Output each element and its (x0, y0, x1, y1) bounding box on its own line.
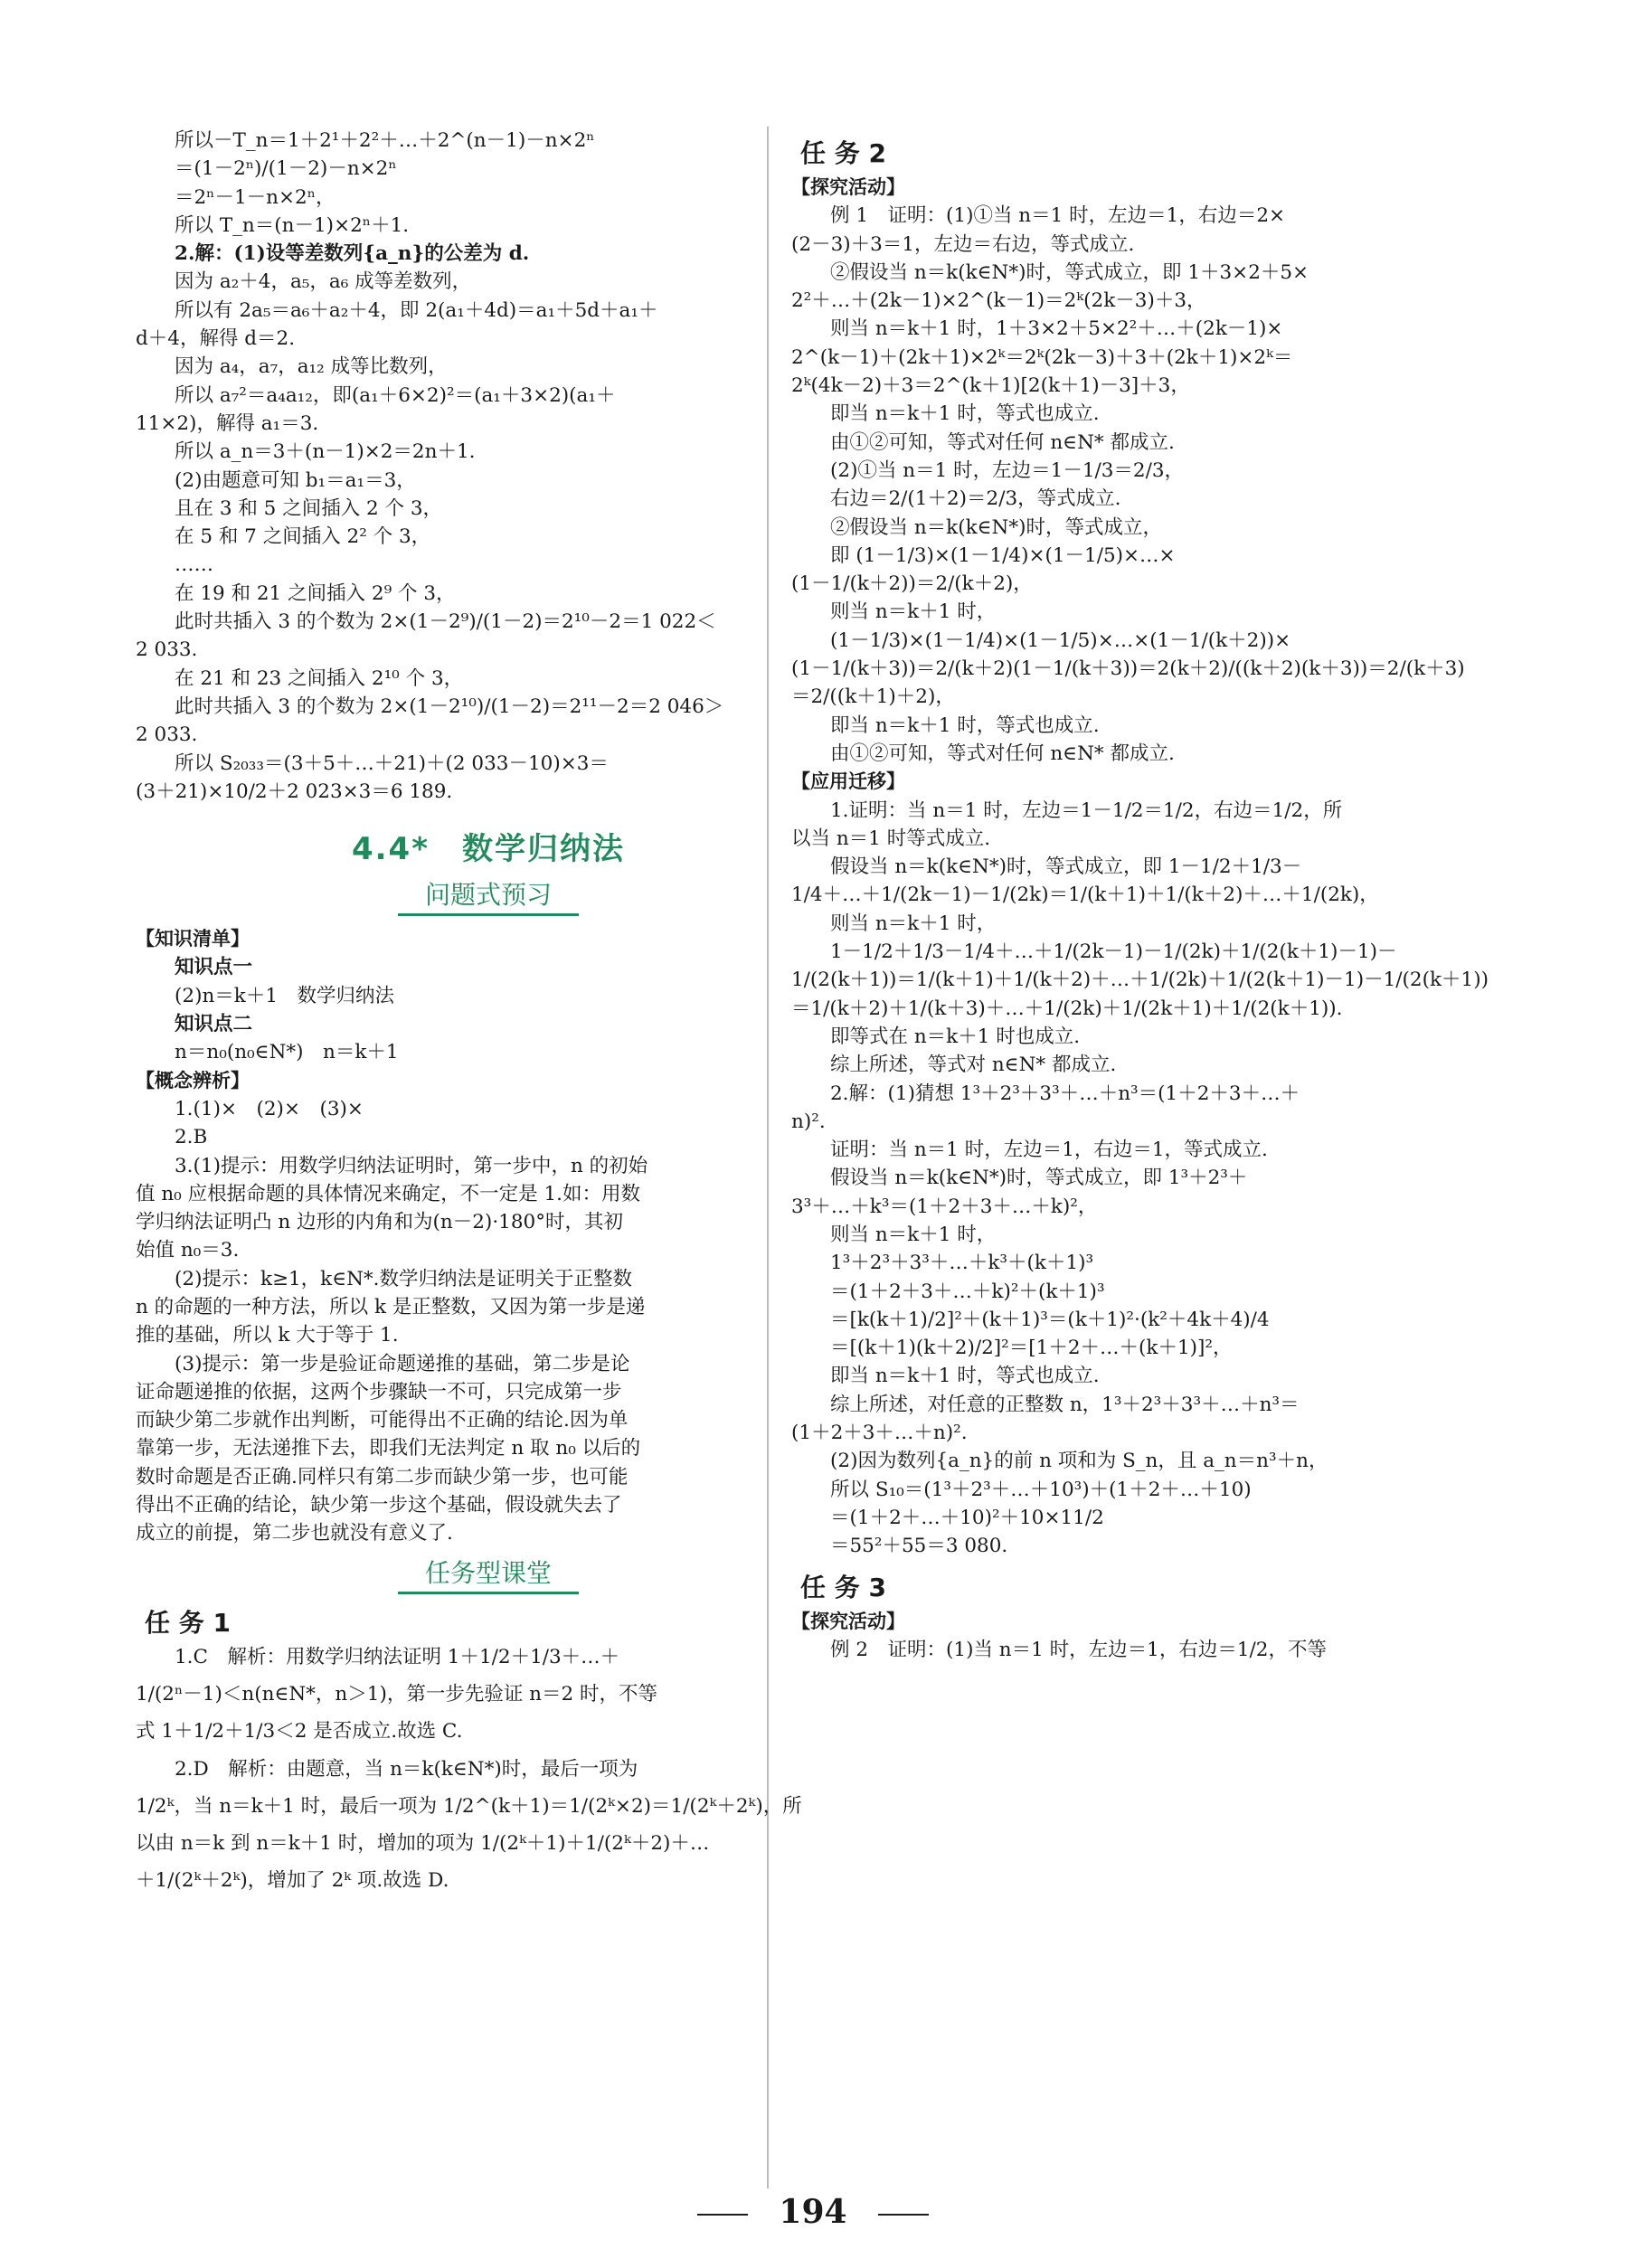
text-line: 即当 n＝k＋1 时，等式也成立. (830, 402, 1100, 426)
text-line: 2ᵏ(4k－2)＋3＝2^(k＋1)[2(k＋1)－3]＋3， (791, 374, 1190, 398)
text-line: 例 2 证明：(1)当 n＝1 时，左边＝1，右边＝1/2，不等 (830, 1638, 1327, 1661)
text-line: ＝(1－2ⁿ)/(1－2)－n×2ⁿ (175, 157, 397, 181)
class-banner: 任务型课堂 (398, 1555, 579, 1594)
text-line: 2²＋…＋(2k－1)×2^(k－1)＝2ᵏ(2k－3)＋3， (791, 289, 1206, 313)
text-line: 2.D 解析：由题意，当 n＝k(k∈N*)时，最后一项为 (175, 1757, 638, 1781)
text-line: 证明：当 n＝1 时，左边＝1，右边＝1，等式成立. (830, 1139, 1268, 1162)
text-line: 1/2ᵏ，当 n＝k＋1 时，最后一项为 1/2^(k＋1)＝1/(2ᵏ×2)＝1/(2ᵏ＋2ᵏ)，所 (136, 1794, 802, 1818)
right-column (791, 127, 1497, 1664)
text-line: 即 (1－1/3)×(1－1/4)×(1－1/5)×…× (830, 543, 1176, 567)
text-line: 2 033. (136, 638, 198, 662)
preview-content (136, 925, 841, 1548)
task-2-title: 任 务 2 (800, 138, 886, 168)
subsection-heading: 【探究活动】 (791, 176, 905, 198)
text-line: 3³＋…＋k³＝(1＋2＋3＋…＋k)²， (791, 1195, 1098, 1218)
text-line: 式 1＋1/2＋1/3＜2 是否成立.故选 C. (136, 1720, 463, 1744)
text-line: (2)n＝k＋1 数学归纳法 (175, 984, 395, 1007)
text-line: 以由 n＝k 到 n＝k＋1 时，增加的项为 1/(2ᵏ＋1)＋1/(2ᵏ＋2)＋… (136, 1832, 710, 1856)
left-column (136, 127, 841, 1895)
text-line: ②假设当 n＝k(k∈N*)时，等式成立，即 1＋3×2＋5× (830, 260, 1309, 284)
task-3-content (791, 1608, 1497, 1665)
text-line: ＝1/(k＋2)＋1/(k＋3)＋…＋1/(2k)＋1/(2k＋1)＋1/(2(k＋1)). (791, 997, 1343, 1020)
text-line: (2)提示：k≥1，k∈N*.数学归纳法是证明关于正整数 (175, 1267, 633, 1290)
text-line: ＝[k(k＋1)/2]²＋(k＋1)³＝(k＋1)²·(k²＋4k＋4)/4 (830, 1308, 1270, 1331)
text-line: n)². (791, 1110, 826, 1133)
task-2-content (791, 174, 1497, 1561)
text-line: 在 21 和 23 之间插入 2¹⁰ 个 3， (175, 666, 464, 690)
text-line: 1－1/2＋1/3－1/4＋…＋1/(2k－1)－1/(2k)＋1/(2(k＋1)－1)－ (830, 940, 1397, 964)
text-line: 推的基础，所以 k 大于等于 1. (136, 1324, 399, 1347)
text-line: 1.证明：当 n＝1 时，左边＝1－1/2＝1/2，右边＝1/2，所 (830, 799, 1343, 822)
text-line: 2^(k－1)＋(2k＋1)×2ᵏ＝2ᵏ(2k－3)＋3＋(2k＋1)×2ᵏ＝ (791, 345, 1293, 369)
text-line: 11×2)，解得 a₁＝3. (136, 411, 319, 435)
text-line: 综上所述，对任意的正整数 n，1³＋2³＋3³＋…＋n³＝ (830, 1393, 1300, 1416)
text-line: 综上所述，等式对 n∈N* 都成立. (830, 1054, 1117, 1077)
text-line: (2)①当 n＝1 时，左边＝1－1/3＝2/3， (830, 458, 1185, 482)
text-line: 即当 n＝k＋1 时，等式也成立. (830, 1365, 1100, 1388)
text-line: 2 033. (136, 723, 198, 747)
text-line: (1＋2＋3＋…＋n)². (791, 1422, 968, 1445)
text-line: 所以有 2a₅＝a₆＋a₂＋4，即 2(a₁＋4d)＝a₁＋5d＋a₁＋ (175, 298, 658, 322)
text-line: (1－1/3)×(1－1/4)×(1－1/5)×…×(1－1/(k＋2))× (830, 628, 1291, 652)
text-line: (2－3)＋3＝1，左边＝右边，等式成立. (791, 232, 1135, 256)
text-line: 2.解：(1)设等差数列{a_n}的公差为 d. (175, 242, 530, 266)
subsection-heading: 【应用迁移】 (791, 770, 905, 793)
subsection-heading: 【知识清单】 (136, 928, 250, 950)
text-line: 则当 n＝k＋1 时， (830, 912, 997, 935)
text-line: 则当 n＝k＋1 时， (830, 1223, 997, 1246)
text-line: 2.解：(1)猜想 1³＋2³＋3³＋…＋n³＝(1＋2＋3＋…＋ (830, 1082, 1300, 1105)
subsection-heading: 【概念辨析】 (136, 1069, 250, 1091)
text-line: (1－1/(k＋2))＝2/(k＋2)， (791, 572, 1033, 596)
text-line: 而缺少第二步就作出判断，可能得出不正确的结论.因为单 (136, 1409, 629, 1432)
text-line: ＝2/((k＋1)＋2)， (791, 685, 955, 709)
text-line: 假设当 n＝k(k∈N*)时，等式成立，即 1－1/2＋1/3－ (830, 855, 1302, 879)
text-line: ＝(1＋2＋…＋10)²＋10×11/2 (830, 1506, 1104, 1529)
text-line: 由①②可知，等式对任何 n∈N* 都成立. (830, 430, 1175, 454)
text-line: (1－1/(k＋3))＝2/(k＋2)(1－1/(k＋3))＝2(k＋2)/((k＋2)(k＋3))＝2/(k＋3) (791, 657, 1465, 681)
text-line: 始值 n₀＝3. (136, 1239, 240, 1262)
text-line: 即等式在 n＝k＋1 时也成立. (830, 1025, 1081, 1048)
text-line: d＋4，解得 d＝2. (136, 327, 296, 351)
text-line: 证命题递推的依据，这两个步骤缺一不可，只完成第一步 (136, 1380, 622, 1403)
task-1-title: 任 务 1 (145, 1607, 231, 1638)
text-line: ＝[(k＋1)(k＋2)/2]²＝[1＋2＋…＋(k＋1)]²， (830, 1337, 1233, 1360)
text-line: ＝2ⁿ－1－n×2ⁿ， (175, 185, 336, 209)
text-line: 则当 n＝k＋1 时， (830, 600, 997, 624)
text-line: ＝(1＋2＋3＋…＋k)²＋(k＋1)³ (830, 1280, 1105, 1303)
text-line: n＝n₀(n₀∈N*) n＝k＋1 (175, 1041, 399, 1064)
text-line: 1.C 解析：用数学归纳法证明 1＋1/2＋1/3＋…＋ (175, 1645, 620, 1668)
text-line: 由①②可知，等式对任何 n∈N* 都成立. (830, 742, 1175, 765)
text-line: 在 19 和 21 之间插入 2⁹ 个 3， (175, 581, 456, 605)
page-footer (0, 2193, 1626, 2231)
text-line: 知识点二 (175, 1013, 253, 1036)
text-line: ＋1/(2ᵏ＋2ᵏ)，增加了 2ᵏ 项.故选 D. (136, 1869, 449, 1893)
text-line: …… (175, 553, 213, 577)
text-line: 因为 a₄，a₇，a₁₂ 成等比数列， (175, 355, 448, 379)
text-line: ②假设当 n＝k(k∈N*)时，等式成立， (830, 515, 1162, 539)
task-3-title: 任 务 3 (800, 1572, 886, 1602)
subsection-heading: 【探究活动】 (791, 1610, 905, 1632)
text-line: 此时共插入 3 的个数为 2×(1－2⁹)/(1－2)＝2¹⁰－2＝1 022＜ (175, 610, 716, 634)
footer-dash-right (878, 2214, 929, 2216)
text-line: 所以 T_n＝(n－1)×2ⁿ＋1. (175, 213, 410, 237)
text-line: 则当 n＝k＋1 时，1＋3×2＋5×2²＋…＋(2k－1)× (830, 317, 1283, 341)
preview-banner: 问题式预习 (398, 877, 579, 916)
text-line: n 的命题的一种方法，所以 k 是正整数，又因为第一步是递 (136, 1295, 646, 1318)
text-line: 2.B (175, 1126, 208, 1149)
text-line: 且在 3 和 5 之间插入 2 个 3， (175, 496, 443, 520)
text-line: (3)提示：第一步是验证命题递推的基础，第二步是论 (175, 1352, 630, 1375)
text-line: 1.(1)× (2)× (3)× (175, 1097, 364, 1120)
section-title: 4.4* 数学归纳法 (351, 831, 625, 868)
task-1-content (136, 1643, 841, 1895)
text-line: (3＋21)×10/2＋2 023×3＝6 189. (136, 780, 453, 803)
text-line: 1/(2ⁿ－1)＜n(n∈N*，n＞1)，第一步先验证 n＝2 时，不等 (136, 1682, 658, 1706)
text-line: 1/(2(k＋1))＝1/(k＋1)＋1/(k＋2)＋…＋1/(2k)＋1/(2(k＋1)－1)－1/(2(k＋1)) (791, 969, 1489, 992)
text-line: ＝55²＋55＝3 080. (830, 1535, 1008, 1558)
text-line: 1³＋2³＋3³＋…＋k³＋(k＋1)³ (830, 1252, 1094, 1275)
text-line: 在 5 和 7 之间插入 2² 个 3， (175, 525, 431, 549)
text-line: 即当 n＝k＋1 时，等式也成立. (830, 713, 1100, 737)
text-line: 例 1 证明：(1)①当 n＝1 时，左边＝1，右边＝2× (830, 204, 1286, 228)
text-line: 所以 a_n＝3＋(n－1)×2＝2n＋1. (175, 440, 476, 464)
footer-dash-left (697, 2214, 748, 2216)
text-line: 得出不正确的结论，缺少第一步这个基础，假设就失去了 (136, 1494, 622, 1517)
text-line: 1/4＋…＋1/(2k－1)－1/(2k)＝1/(k＋1)＋1/(k＋2)＋…＋1/(2k)， (791, 884, 1379, 907)
text-line: (2)因为数列{a_n}的前 n 项和为 S_n，且 a_n＝n³＋n， (830, 1450, 1328, 1473)
text-line: 学归纳法证明凸 n 边形的内角和为(n－2)·180°时，其初 (136, 1211, 623, 1234)
text-line: 所以 S₁₀＝(1³＋2³＋…＋10³)＋(1＋2＋…＋10) (830, 1478, 1252, 1501)
text-line: 数时命题是否正确.同样只有第二步而缺少第一步，也可能 (136, 1465, 629, 1488)
text-line: 所以 a₇²＝a₄a₁₂，即(a₁＋6×2)²＝(a₁＋3×2)(a₁＋ (175, 383, 616, 407)
text-line: 假设当 n＝k(k∈N*)时，等式成立，即 1³＋2³＋ (830, 1167, 1248, 1190)
text-line: 所以 S₂₀₃₃＝(3＋5＋…＋21)＋(2 033－10)×3＝ (175, 751, 609, 775)
text-line: 靠第一步，无法递推下去，即我们无法判定 n 取 n₀ 以后的 (136, 1437, 641, 1460)
text-line: 知识点一 (175, 956, 253, 979)
solution-continuation (136, 127, 841, 806)
text-line: 右边＝2/(1＋2)＝2/3，等式成立. (830, 487, 1121, 511)
text-line: 因为 a₂＋4，a₅，a₆ 成等差数列， (175, 270, 472, 294)
text-line: 3.(1)提示：用数学归纳法证明时，第一步中，n 的初始 (175, 1154, 648, 1177)
text-line: 成立的前提，第二步也就没有意义了. (136, 1522, 453, 1545)
page-number: 194 (779, 2193, 847, 2231)
text-line: 值 n₀ 应根据命题的具体情况来确定，不一定是 1.如：用数 (136, 1182, 640, 1205)
text-line: 所以－T_n＝1＋2¹＋2²＋…＋2^(n－1)－n×2ⁿ (175, 129, 595, 152)
text-line: (2)由题意可知 b₁＝a₁＝3， (175, 468, 416, 492)
text-line: 此时共插入 3 的个数为 2×(1－2¹⁰)/(1－2)＝2¹¹－2＝2 046＞ (175, 695, 724, 718)
text-line: 以当 n＝1 时等式成立. (791, 827, 991, 850)
